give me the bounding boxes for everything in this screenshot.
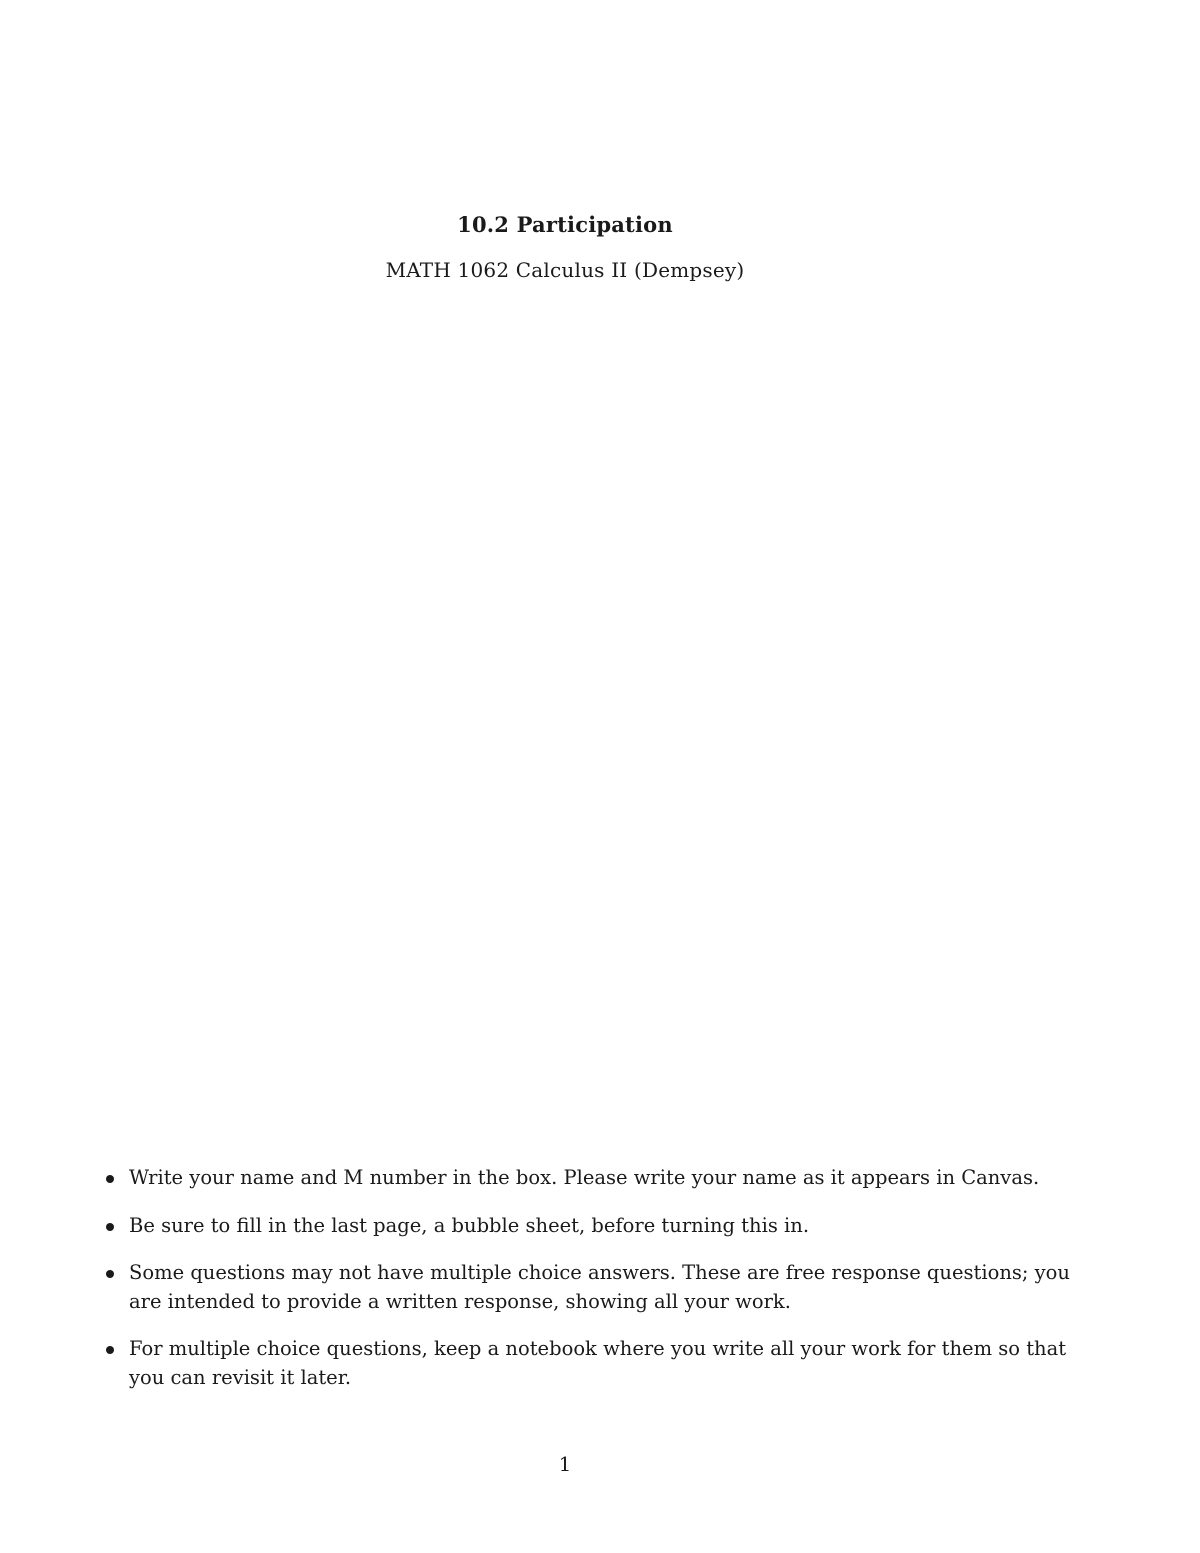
list-item <box>100 1259 1080 1316</box>
course-subtitle: MATH 1062 Calculus II (Dempsey) <box>385 258 745 282</box>
bullet-icon <box>106 1270 114 1278</box>
bullet-icon <box>106 1223 114 1231</box>
instruction-text: Write your name and M number in the box. Please write your name as it appears in Canvas. <box>129 1166 1040 1189</box>
page-number: 1 <box>558 1452 572 1476</box>
instruction-text: Some questions may not have multiple choice answers. These are free response questions; you are intended to provide a written response, showing all your work. <box>129 1261 1070 1313</box>
bullet-icon <box>106 1346 114 1354</box>
list-item <box>100 1335 1080 1392</box>
list-item <box>100 1164 1080 1193</box>
instruction-text: Be sure to fill in the last page, a bubble sheet, before turning this in. <box>129 1213 810 1237</box>
list-item <box>100 1212 1080 1241</box>
instruction-text: For multiple choice questions, keep a notebook where you write all your work for them so that you can revisit it later. <box>129 1337 1067 1389</box>
instructions-list <box>100 1164 1080 1411</box>
page-title: 10.2 Participation <box>457 212 673 237</box>
bullet-icon <box>106 1175 114 1183</box>
